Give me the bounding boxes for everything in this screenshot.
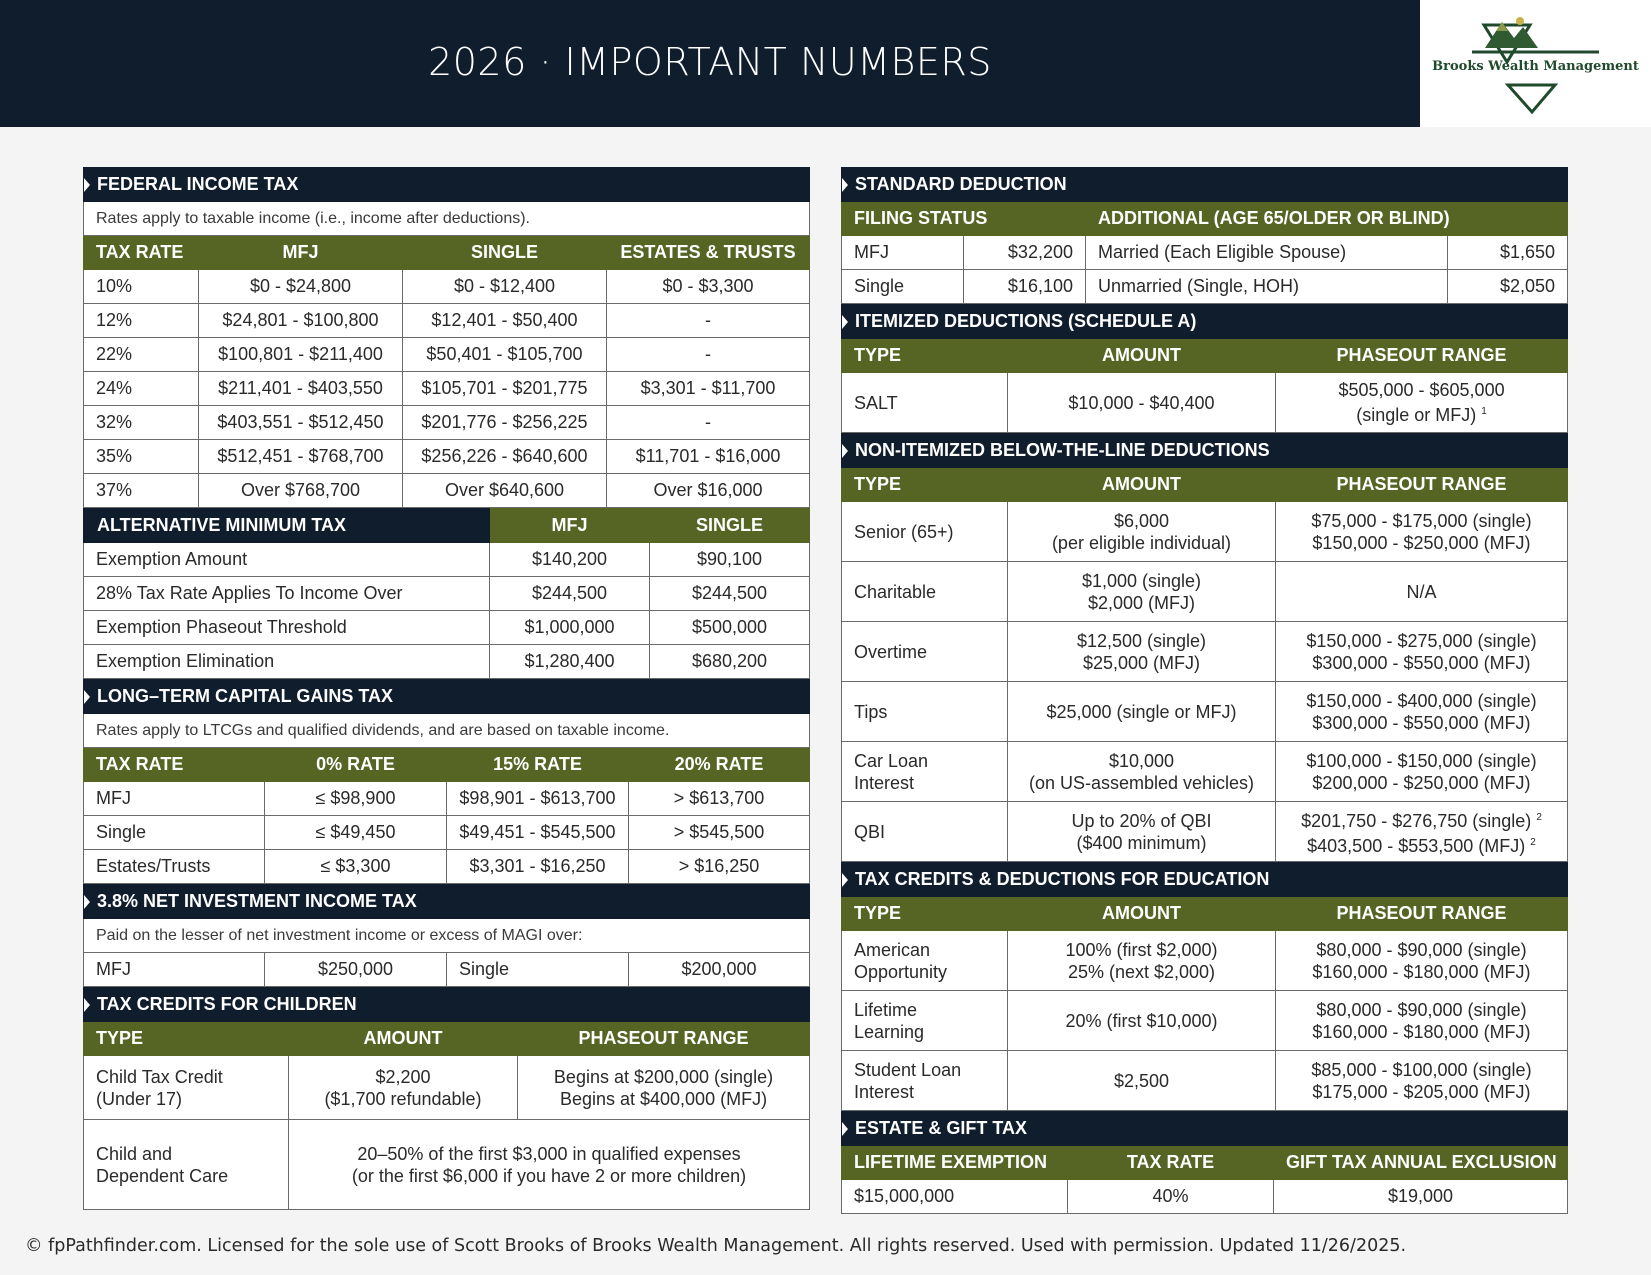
itemized-col-type: TYPE [842,339,1008,373]
mfj-cell: $24,801 - $100,800 [199,304,403,338]
amt-mfj-value: $244,500 [490,577,650,611]
deduction-amount [1008,622,1276,682]
dcc-type [84,1120,289,1210]
mfj-cell: $0 - $24,800 [199,270,403,304]
estates-cell: $11,701 - $16,000 [607,440,810,474]
ltcg-status: MFJ [84,782,265,816]
single-cell: $50,401 - $105,700 [403,338,607,372]
federal-note: Rates apply to taxable income (i.e., income after deductions). [84,202,810,236]
estate-col-exclusion: GIFT TAX ANNUAL EXCLUSION [1274,1146,1568,1180]
footer-copyright: © fpPathfinder.com. Licensed for the sole use of Scott Brooks of Brooks Wealth Management. All rights reserved. Used with permission. Updated 11/26/2025. [25,1236,1407,1256]
type-line: Tips [854,701,888,722]
ltcg-0-value: ≤ $49,450 [265,816,447,850]
status-cell: MFJ [842,236,964,270]
deduction-phaseout [1276,562,1568,622]
description-line: (or the first $6,000 if you have 2 or more children) [351,1165,747,1186]
table-row [84,645,810,679]
estate-exclusion-value: $19,000 [1274,1180,1568,1214]
rate-cell: 22% [84,338,199,372]
phaseout-line: $200,000 - $250,000 (MFJ) [1312,772,1531,793]
deduction-phaseout [1276,502,1568,562]
non-itemized-col-phaseout: PHASEOUT RANGE [1276,468,1568,502]
rate-cell: 24% [84,372,199,406]
table-row [842,682,1568,742]
estate-heading: ESTATE & GIFT TAX [842,1112,1568,1146]
table-row [84,953,810,987]
phaseout-line: N/A [1406,581,1437,602]
deduction-type [842,622,1008,682]
table-row [84,440,810,474]
logo-text: Brooks Wealth Management [1432,59,1639,74]
single-cell: $12,401 - $50,400 [403,304,607,338]
table-row [842,236,1568,270]
phaseout-text: $403,500 - $553,500 (MFJ) [1307,835,1526,856]
phaseout-line [1288,401,1555,426]
phaseout-line: $100,000 - $150,000 (single) [1306,750,1537,771]
additional-label: Unmarried (Single, HOH) [1086,270,1448,304]
table-row [84,304,810,338]
phaseout-line: $85,000 - $100,000 (single) [1311,1059,1532,1080]
single-cell: $105,701 - $201,775 [403,372,607,406]
col-estates-trusts: ESTATES & TRUSTS [607,236,810,270]
ltcg-note: Rates apply to LTCGs and qualified dividends, and are based on taxable income. [84,714,810,748]
ltcg-status: Estates/Trusts [84,850,265,884]
ltcg-col-15: 15% RATE [447,748,629,782]
amount-line: 100% (first $2,000) [1065,939,1218,960]
ltcg-0-value: ≤ $3,300 [265,850,447,884]
footnote-marker: 2 [1536,811,1542,823]
footnote-marker: 1 [1481,406,1487,417]
amt-heading: ALTERNATIVE MINIMUM TAX [84,509,490,543]
mfj-cell: $512,451 - $768,700 [199,440,403,474]
rate-cell: 32% [84,406,199,440]
ltcg-status: Single [84,816,265,850]
amt-label: 28% Tax Rate Applies To Income Over [84,577,490,611]
amount-line: $25,000 (single or MFJ) [1046,701,1237,722]
table-row [84,406,810,440]
phaseout-line: $80,000 - $90,000 (single) [1316,939,1527,960]
children-heading: TAX CREDITS FOR CHILDREN [84,988,810,1022]
type-line: Student Loan [854,1059,962,1080]
amt-mfj-value: $1,280,400 [490,645,650,679]
estate-col-rate: TAX RATE [1068,1146,1274,1180]
deduction-phaseout [1276,682,1568,742]
estates-cell: - [607,406,810,440]
standard-deduction-heading: STANDARD DEDUCTION [842,168,1568,202]
phaseout-text: (single or MFJ) [1356,405,1477,425]
rate-cell: 10% [84,270,199,304]
education-type [842,931,1008,991]
phaseout-line: $505,000 - $605,000 [1338,380,1505,400]
table-row [84,543,810,577]
niit-heading: 3.8% NET INVESTMENT INCOME TAX [84,885,810,919]
table-row [842,1051,1568,1111]
left-column [83,167,809,1210]
phaseout-line: $80,000 - $90,000 (single) [1316,999,1527,1020]
phaseout-line: $300,000 - $550,000 (MFJ) [1312,652,1531,673]
itemized-heading: ITEMIZED DEDUCTIONS (SCHEDULE A) [842,305,1568,339]
niit-note: Paid on the lesser of net investment income or excess of MAGI over: [84,919,810,953]
table-row [84,782,810,816]
ltcg-20-value: > $545,500 [629,816,810,850]
type-line: Interest [854,772,915,793]
type-line: Child Tax Credit [96,1066,223,1087]
type-line: (Under 17) [96,1088,183,1109]
education-table [841,862,1568,1111]
education-col-phaseout: PHASEOUT RANGE [1276,897,1568,931]
children-col-type: TYPE [84,1022,289,1056]
non-itemized-deductions-table [841,433,1568,862]
description-line: 20–50% of the first $3,000 in qualified expenses [357,1143,741,1164]
ltcg-col-20: 20% RATE [629,748,810,782]
type-line: Charitable [854,581,937,602]
itemized-col-amount: AMOUNT [1008,339,1276,373]
type-line: Senior (65+) [854,521,954,542]
table-row [84,850,810,884]
salt-type: SALT [842,373,1008,433]
amount-line: $2,500 [1113,1070,1170,1091]
amount-cell: $16,100 [964,270,1086,304]
mfj-cell: $211,401 - $403,550 [199,372,403,406]
deduction-amount [1008,802,1276,862]
non-itemized-col-type: TYPE [842,468,1008,502]
deduction-amount [1008,562,1276,622]
amt-label: Exemption Phaseout Threshold [84,611,490,645]
table-row [842,802,1568,862]
education-phaseout [1276,991,1568,1051]
type-line: Lifetime [854,999,918,1020]
page-title: 2026 · IMPORTANT NUMBERS [428,40,992,84]
children-col-amount: AMOUNT [289,1022,518,1056]
phaseout-line [1288,832,1555,857]
additional-value: $1,650 [1448,236,1568,270]
additional-value: $2,050 [1448,270,1568,304]
col-additional: ADDITIONAL (AGE 65/OLDER OR BLIND) [1086,202,1568,236]
single-cell: $256,226 - $640,600 [403,440,607,474]
table-row [84,816,810,850]
mfj-cell: Over $768,700 [199,474,403,508]
type-line: Interest [854,1081,915,1102]
children-credits-table [83,987,810,1210]
non-itemized-heading: NON-ITEMIZED BELOW-THE-LINE DEDUCTIONS [842,434,1568,468]
itemized-col-phaseout: PHASEOUT RANGE [1276,339,1568,373]
deduction-phaseout [1276,802,1568,862]
type-line: American [854,939,931,960]
mfj-cell: $100,801 - $211,400 [199,338,403,372]
dcc-description [289,1120,810,1210]
amount-line: $12,500 (single) [1076,630,1207,651]
education-col-type: TYPE [842,897,1008,931]
mfj-cell: $403,551 - $512,450 [199,406,403,440]
amt-table [83,508,810,679]
type-line: Overtime [854,641,928,662]
type-line: QBI [854,821,886,842]
table-row [842,931,1568,991]
ltcg-15-value: $49,451 - $545,500 [447,816,629,850]
estates-cell: $0 - $3,300 [607,270,810,304]
ctc-phaseout [518,1056,810,1120]
amount-line: (on US-assembled vehicles) [1028,772,1255,793]
phaseout-line [1288,807,1555,832]
niit-mfj-value: $250,000 [265,953,447,987]
table-row [84,372,810,406]
niit-table [83,884,810,987]
table-row [842,562,1568,622]
status-cell: Single [842,270,964,304]
amount-line: $10,000 [1108,750,1175,771]
type-line: Opportunity [854,961,948,982]
ltcg-table [83,679,810,884]
education-heading: TAX CREDITS & DEDUCTIONS FOR EDUCATION [842,863,1568,897]
education-type [842,991,1008,1051]
deduction-amount [1008,502,1276,562]
amt-label: Exemption Amount [84,543,490,577]
phaseout-line: $150,000 - $250,000 (MFJ) [1312,532,1531,553]
ltcg-20-value: > $16,250 [629,850,810,884]
amount-line: $1,000 (single) [1081,570,1202,591]
table-row [84,1120,810,1210]
amt-single-value: $500,000 [650,611,810,645]
amt-single-value: $244,500 [650,577,810,611]
estate-exemption-value: $15,000,000 [842,1180,1068,1214]
amount-line: $2,200 [375,1066,431,1087]
phaseout-line: $175,000 - $205,000 (MFJ) [1312,1081,1531,1102]
itemized-deductions-table [841,304,1568,433]
ltcg-15-value: $98,901 - $613,700 [447,782,629,816]
estate-gift-tax-table [841,1111,1568,1214]
phaseout-line: $160,000 - $180,000 (MFJ) [1312,1021,1531,1042]
estate-rate-value: 40% [1068,1180,1274,1214]
amt-col-mfj: MFJ [490,509,650,543]
estates-cell: $3,301 - $11,700 [607,372,810,406]
table-row [842,270,1568,304]
type-line: Car Loan [854,750,929,771]
footnote-marker: 2 [1530,836,1536,848]
deduction-phaseout [1276,622,1568,682]
estates-cell: - [607,304,810,338]
education-amount [1008,991,1276,1051]
ctc-type [84,1056,289,1120]
deduction-phaseout [1276,742,1568,802]
phaseout-text: $201,750 - $276,750 (single) [1301,810,1532,831]
estates-cell: - [607,338,810,372]
deduction-type [842,502,1008,562]
rate-cell: 12% [84,304,199,338]
niit-single-value: $200,000 [629,953,810,987]
table-row [84,577,810,611]
logo [1420,0,1651,127]
single-cell: $0 - $12,400 [403,270,607,304]
col-filing-status: FILING STATUS [842,202,1086,236]
table-row [842,622,1568,682]
amt-single-value: $680,200 [650,645,810,679]
education-type [842,1051,1008,1111]
niit-mfj-label: MFJ [84,953,265,987]
table-row [84,611,810,645]
col-tax-rate: TAX RATE [84,236,199,270]
estate-col-exemption: LIFETIME EXEMPTION [842,1146,1068,1180]
phaseout-line: Begins at $200,000 (single) [553,1066,774,1087]
single-cell: $201,776 - $256,225 [403,406,607,440]
amount-line: Up to 20% of QBI [1071,810,1212,831]
ltcg-col-tax-rate: TAX RATE [84,748,265,782]
amount-line: $2,000 (MFJ) [1087,592,1196,613]
table-row [842,1180,1568,1214]
phaseout-line: $150,000 - $275,000 (single) [1306,630,1537,651]
amt-col-single: SINGLE [650,509,810,543]
table-row [842,373,1568,433]
ltcg-0-value: ≤ $98,900 [265,782,447,816]
deduction-type [842,562,1008,622]
type-line: Dependent Care [96,1165,229,1186]
standard-deduction-table [841,167,1568,304]
ltcg-15-value: $3,301 - $16,250 [447,850,629,884]
type-line: Learning [854,1021,925,1042]
amt-mfj-value: $140,200 [490,543,650,577]
phaseout-line: $160,000 - $180,000 (MFJ) [1312,961,1531,982]
amount-line: 20% (first $10,000) [1065,1010,1218,1031]
ltcg-heading: LONG–TERM CAPITAL GAINS TAX [84,680,810,714]
estates-cell: Over $16,000 [607,474,810,508]
amt-label: Exemption Elimination [84,645,490,679]
type-line: Child and [96,1143,173,1164]
table-row [842,991,1568,1051]
education-phaseout [1276,1051,1568,1111]
amount-line: ($1,700 refundable) [324,1088,482,1109]
additional-label: Married (Each Eligible Spouse) [1086,236,1448,270]
education-amount [1008,1051,1276,1111]
amt-single-value: $90,100 [650,543,810,577]
phaseout-line: $300,000 - $550,000 (MFJ) [1312,712,1531,733]
education-phaseout [1276,931,1568,991]
amount-line: $25,000 (MFJ) [1082,652,1201,673]
table-row [84,1056,810,1120]
amount-line: ($400 minimum) [1076,832,1207,853]
col-single: SINGLE [403,236,607,270]
federal-income-tax-table [83,167,810,508]
table-row [842,502,1568,562]
deduction-type [842,802,1008,862]
phaseout-line: $75,000 - $175,000 (single) [1311,510,1532,531]
phaseout-line: Begins at $400,000 (MFJ) [559,1088,768,1109]
rate-cell: 37% [84,474,199,508]
non-itemized-col-amount: AMOUNT [1008,468,1276,502]
table-row [84,270,810,304]
amount-line: 25% (next $2,000) [1067,961,1216,982]
federal-income-tax-heading: FEDERAL INCOME TAX [84,168,810,202]
single-cell: Over $640,600 [403,474,607,508]
deduction-amount [1008,682,1276,742]
right-column [841,167,1567,1214]
amount-line: (per eligible individual) [1051,532,1232,553]
ltcg-col-0: 0% RATE [265,748,447,782]
ltcg-20-value: > $613,700 [629,782,810,816]
amount-cell: $32,200 [964,236,1086,270]
amt-mfj-value: $1,000,000 [490,611,650,645]
col-mfj: MFJ [199,236,403,270]
rate-cell: 35% [84,440,199,474]
amount-line: $6,000 [1113,510,1170,531]
table-row [84,474,810,508]
education-amount [1008,931,1276,991]
niit-single-label: Single [447,953,629,987]
salt-amount: $10,000 - $40,400 [1008,373,1276,433]
table-row [84,338,810,372]
phaseout-line: $150,000 - $400,000 (single) [1306,690,1537,711]
deduction-type [842,682,1008,742]
table-row [842,742,1568,802]
education-col-amount: AMOUNT [1008,897,1276,931]
deduction-type [842,742,1008,802]
ctc-amount [289,1056,518,1120]
salt-phaseout [1276,373,1568,433]
deduction-amount [1008,742,1276,802]
children-col-phaseout: PHASEOUT RANGE [518,1022,810,1056]
